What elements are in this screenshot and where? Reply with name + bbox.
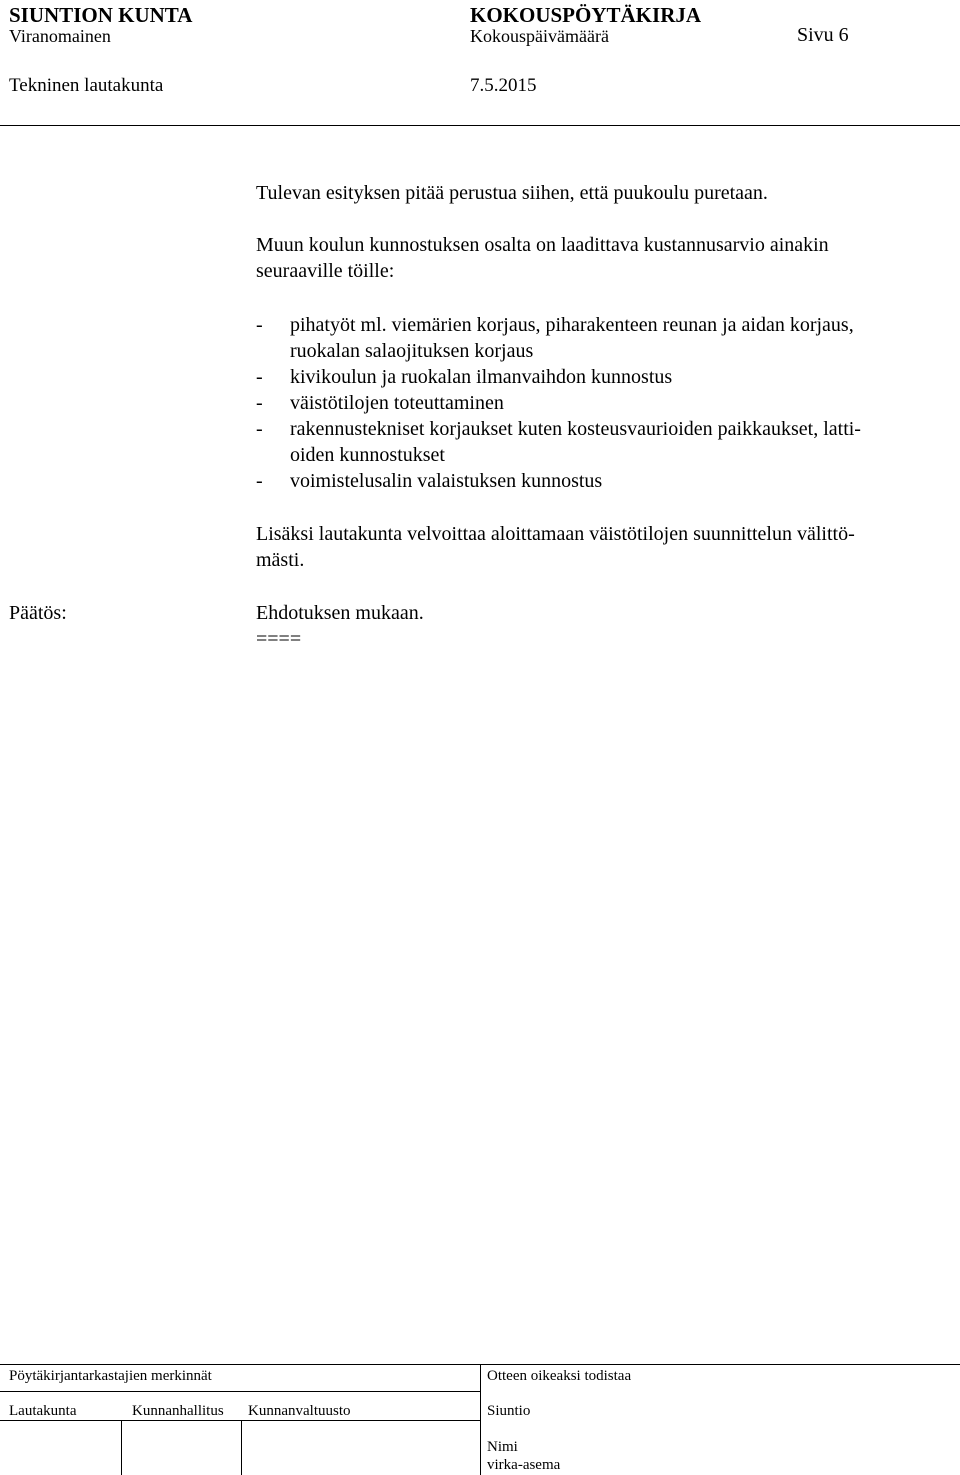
list-dash: -: [256, 470, 263, 492]
list-dash: -: [256, 366, 263, 388]
footer-divider-3: [480, 1364, 481, 1475]
paragraph-2-line-1: Muun koulun kunnostuksen osalta on laadittava kustannusarvio ainakin: [256, 234, 829, 256]
list-item: [256, 416, 946, 468]
inspectors-label: Pöytäkirjantarkastajien merkinnät: [9, 1368, 212, 1384]
date-label: Kokouspäivämäärä: [470, 26, 609, 46]
footer-name: Nimi: [487, 1439, 518, 1455]
footer-col-kunnanvaltuusto: Kunnanvaltuusto: [248, 1403, 351, 1419]
org-name: SIUNTION KUNTA: [9, 3, 193, 27]
paragraph-3-line-1: Lisäksi lautakunta velvoittaa aloittamaan väistötilojen suunnittelun välittö-: [256, 523, 855, 545]
decision-text: Ehdotuksen mukaan.: [256, 602, 424, 624]
meeting-date: 7.5.2015: [470, 75, 537, 96]
page-number: Sivu 6: [797, 24, 849, 46]
footer-divider-1: [121, 1420, 122, 1475]
end-mark: ====: [256, 628, 302, 650]
list-item-line: rakennustekniset korjaukset kuten kosteusvaurioiden paikkaukset, latti-: [290, 418, 861, 440]
list-item-line: voimistelusalin valaistuksen kunnostus: [290, 470, 603, 492]
footer-position: virka-asema: [487, 1457, 561, 1473]
certify-label: Otteen oikeaksi todistaa: [487, 1368, 632, 1384]
footer-col-lautakunta: Lautakunta: [9, 1403, 77, 1419]
paragraph-3: [256, 521, 946, 573]
list-item-line: ruokalan salaojituksen korjaus: [290, 340, 534, 362]
list-dash: -: [256, 418, 263, 440]
header-divider: [0, 125, 960, 126]
list-item: [256, 468, 946, 494]
list-dash: -: [256, 392, 263, 414]
footer-divider-2: [241, 1420, 242, 1475]
paragraph-1: Tulevan esityksen pitää perustua siihen, että puukoulu puretaan.: [256, 182, 768, 204]
list-item: [256, 364, 946, 390]
work-list: [256, 312, 946, 494]
footer-col-kunnanhallitus: Kunnanhallitus: [132, 1403, 224, 1419]
authority-label: Viranomainen: [9, 26, 111, 46]
list-item: [256, 312, 946, 364]
list-item: [256, 390, 946, 416]
list-item-line: oiden kunnostukset: [290, 444, 445, 466]
authority-name: Tekninen lautakunta: [9, 75, 164, 96]
footer-mid-line: [0, 1391, 480, 1392]
paragraph-2: [256, 232, 946, 284]
list-item-line: väistötilojen toteuttaminen: [290, 392, 504, 414]
footer-place: Siuntio: [487, 1403, 531, 1419]
paragraph-3-line-2: mästi.: [256, 549, 305, 571]
list-dash: -: [256, 314, 263, 336]
paragraph-2-line-2: seuraaville töille:: [256, 260, 395, 282]
decision-label: Päätös:: [9, 602, 67, 624]
document-type: KOKOUSPÖYTÄKIRJA: [470, 3, 702, 27]
footer-col-line: [0, 1420, 480, 1421]
list-item-line: kivikoulun ja ruokalan ilmanvaihdon kunnostus: [290, 366, 673, 388]
list-item-line: pihatyöt ml. viemärien korjaus, piharakenteen reunan ja aidan korjaus,: [290, 314, 854, 336]
